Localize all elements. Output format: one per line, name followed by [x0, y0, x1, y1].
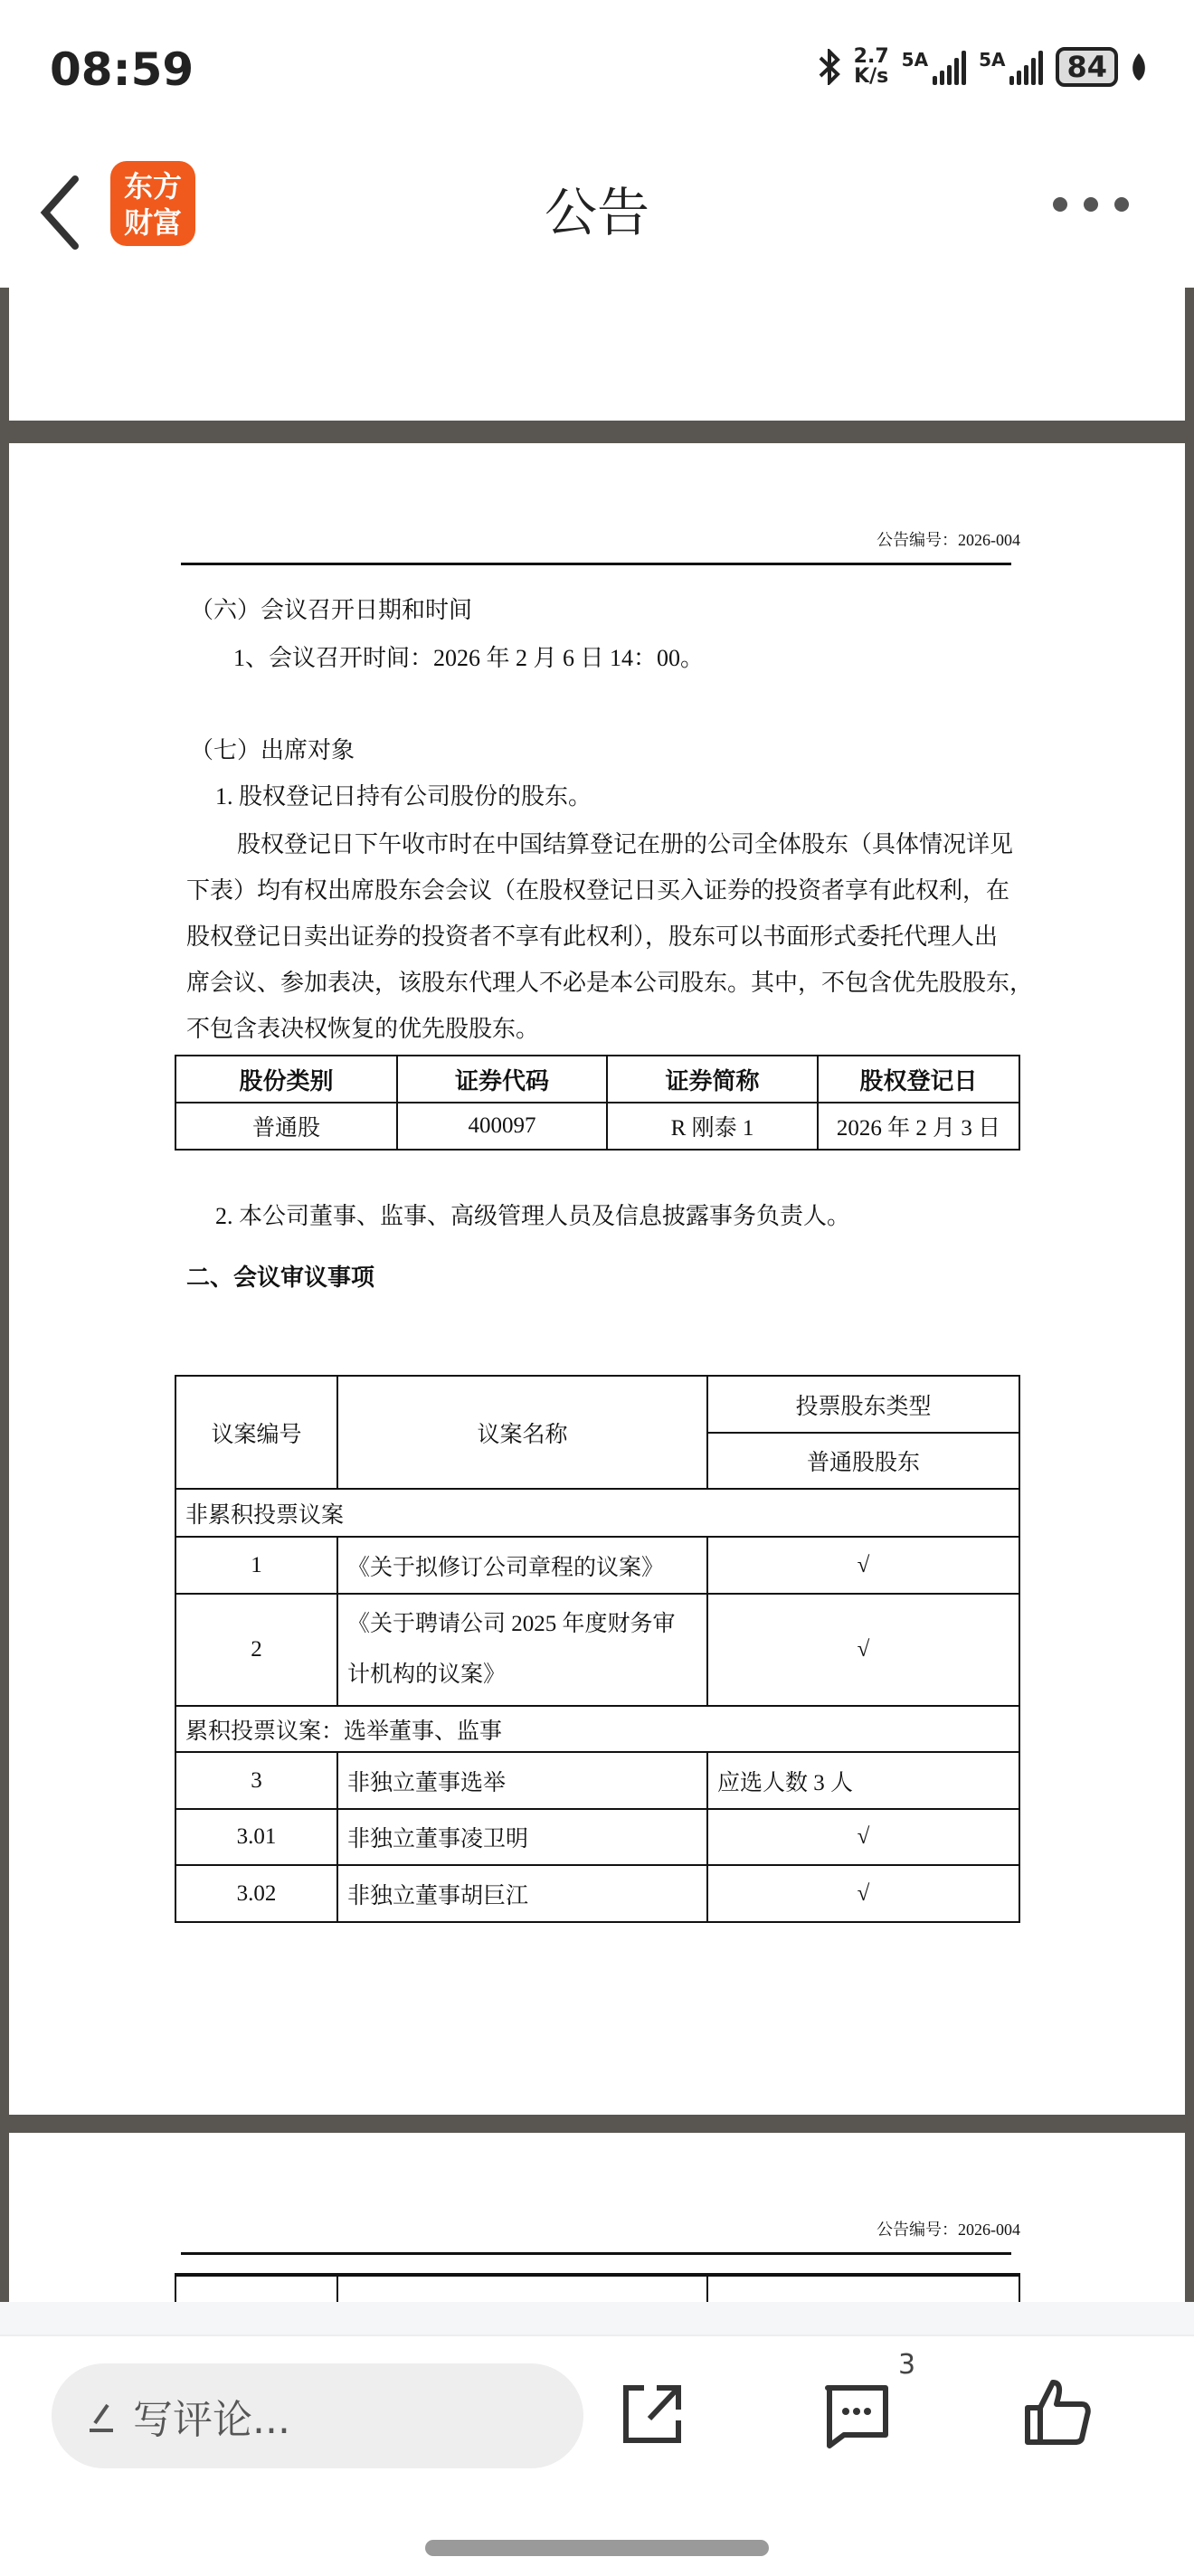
group-row: 累积投票议案：选举董事、监事 [175, 1706, 1019, 1752]
document-viewer[interactable] [0, 288, 1194, 2302]
document-page [9, 443, 1185, 2115]
table-header: 议案名称 [337, 1376, 707, 1489]
proposal-name: 非独立董事凌卫明 [337, 1809, 707, 1865]
section-heading: （七）出席对象 [190, 737, 355, 763]
table-row [175, 1865, 1019, 1922]
back-arrow-icon[interactable] [34, 172, 89, 253]
paragraph-line: 不包含表决权恢复的优先股股东。 [186, 1016, 540, 1042]
proposal-vote: √ [707, 1809, 1019, 1865]
header-rule [181, 563, 1011, 565]
proposal-no: 3.01 [175, 1809, 337, 1865]
bluetooth-icon [818, 49, 841, 85]
status-bar [0, 0, 1194, 136]
paragraph-line: 股权登记日下午收市时在中国结算登记在册的公司全体股东（具体情况详见 [237, 831, 1014, 857]
comment-icon[interactable] [820, 2377, 893, 2449]
section-heading: （六）会议召开日期和时间 [190, 597, 473, 623]
table-cell: R 刚泰 1 [607, 1103, 818, 1150]
table-header: 投票股东类型 [707, 1376, 1019, 1433]
network-speed: 2.7 K/s [853, 45, 889, 88]
proposal-name: 非独立董事选举 [337, 1752, 707, 1809]
table-cell: 2026 年 2 月 3 日 [818, 1103, 1019, 1150]
table-header: 普通股股东 [707, 1433, 1019, 1489]
pencil-icon [88, 2398, 117, 2434]
paragraph-line: 下表）均有权出席股东会会议（在股权登记日买入证券的投资者享有此权利，在 [186, 877, 1010, 904]
announcement-number: 公告编号：2026-004 [877, 2221, 1020, 2239]
signal-icon-sim1: 5A [902, 49, 966, 85]
paragraph-line: 席会议、参加表决，该股东代理人不必是本公司股东。其中，不包含优先股股东， [186, 970, 1034, 996]
attendee-item: 2. 本公司董事、监事、高级管理人员及信息披露事务负责人。 [215, 1203, 851, 1229]
paragraph-line: 股权登记日卖出证券的投资者不享有此权利），股东可以书面形式委托代理人出 [186, 923, 999, 950]
document-page-prev [9, 288, 1185, 421]
table-header: 证券简称 [607, 1056, 818, 1103]
proposal-no: 3 [175, 1752, 337, 1809]
proposal-name: 非独立董事胡巨江 [337, 1865, 707, 1922]
table-cell: 普通股 [175, 1103, 397, 1150]
share-icon[interactable] [617, 2377, 689, 2449]
bottom-action-bar [0, 2336, 1194, 2576]
part-heading: 二、会议审议事项 [186, 1264, 375, 1291]
table-row [175, 1594, 1019, 1706]
leaf-icon [1131, 52, 1147, 82]
like-icon[interactable] [1022, 2377, 1094, 2449]
battery-indicator: 84 [1056, 47, 1118, 87]
app-header [0, 136, 1194, 288]
proposal-name: 《关于拟修订公司章程的议案》 [337, 1537, 707, 1594]
table-row [175, 1752, 1019, 1809]
registration-table [175, 1055, 1020, 1151]
comment-placeholder: 写评论... [133, 2397, 290, 2443]
signal-icon-sim2: 5A [979, 49, 1043, 85]
table-header: 股权登记日 [818, 1056, 1019, 1103]
table-row [175, 1103, 1019, 1150]
group-row: 非累积投票议案 [175, 1489, 1019, 1537]
proposal-table [175, 1375, 1020, 1923]
comment-count: 3 [898, 2349, 916, 2381]
proposal-no: 2 [175, 1594, 337, 1706]
page-title: 公告 [544, 182, 649, 243]
table-partial [175, 2273, 1020, 2302]
table-header: 议案编号 [175, 1376, 337, 1489]
more-options-icon[interactable] [1053, 197, 1129, 212]
status-time: 08:59 [50, 43, 194, 96]
proposal-vote: 应选人数 3 人 [707, 1752, 1019, 1809]
proposal-no: 1 [175, 1537, 337, 1594]
table-header: 股份类别 [175, 1056, 397, 1103]
table-cell: 400097 [397, 1103, 607, 1150]
announcement-number: 公告编号：2026-004 [877, 531, 1020, 549]
document-page-next [9, 2133, 1185, 2302]
attendee-item: 1. 股权登记日持有公司股份的股东。 [215, 783, 592, 810]
app-logo[interactable]: 东方 财富 [110, 161, 195, 246]
meeting-time: 1、会议召开时间：2026 年 2 月 6 日 14：00。 [233, 645, 705, 671]
proposal-vote: √ [707, 1865, 1019, 1922]
table-row [175, 1537, 1019, 1594]
table-header: 证券代码 [397, 1056, 607, 1103]
proposal-no: 3.02 [175, 1865, 337, 1922]
comment-input[interactable] [52, 2363, 583, 2468]
divider-bar [0, 2302, 1194, 2336]
header-rule [181, 2252, 1011, 2255]
table-row [175, 1809, 1019, 1865]
status-icons [818, 47, 1147, 87]
home-indicator[interactable] [425, 2540, 769, 2556]
proposal-name: 《关于聘请公司 2025 年度财务审 计机构的议案》 [337, 1594, 707, 1706]
proposal-vote: √ [707, 1594, 1019, 1706]
proposal-vote: √ [707, 1537, 1019, 1594]
